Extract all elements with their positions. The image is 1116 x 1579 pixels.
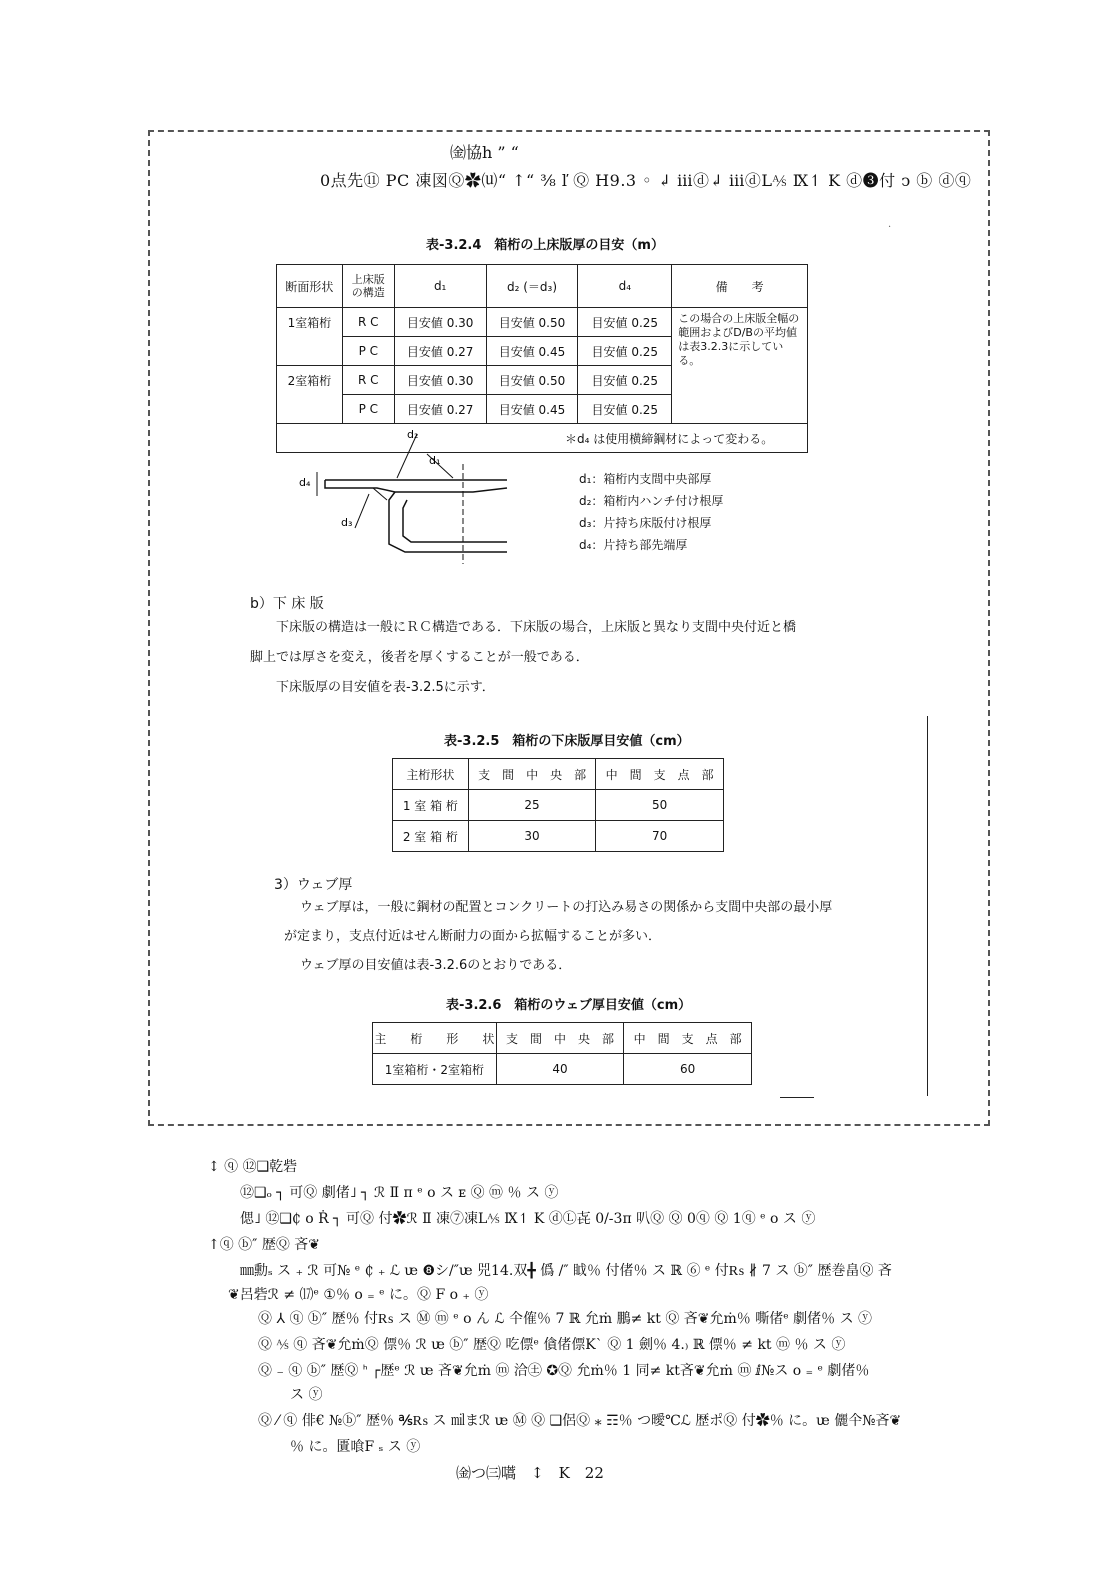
cell-d1: 目安値 0.27 <box>394 337 486 366</box>
cell: 40 <box>496 1054 624 1085</box>
cell: 60 <box>624 1054 752 1085</box>
section-3-heading: 3）ウェブ厚 <box>274 877 353 893</box>
cell: 25 <box>468 790 596 821</box>
cell-d2: 目安値 0.45 <box>486 337 578 366</box>
diagram-label-d1: d₁ <box>429 454 441 467</box>
diagram-cell <box>277 424 808 552</box>
table1-caption: 表-3.2.4 箱桁の上床版厚の目安（m） <box>426 238 664 253</box>
table-3-2-6 <box>372 1022 752 1085</box>
header-cell: 中 間 支 点 部 <box>624 1023 752 1054</box>
diagram-label-d4: d₄ <box>299 476 311 489</box>
cell-d4: 目安値 0.25 <box>578 337 672 366</box>
d3-dimension-line <box>355 494 369 528</box>
table-row <box>373 1054 752 1085</box>
cell-d4: 目安値 0.25 <box>578 366 672 395</box>
cell-d4: 目安値 0.25 <box>578 395 672 424</box>
cell-d1: 目安値 0.30 <box>394 366 486 395</box>
table-header-row <box>393 759 724 790</box>
header-d1: d₁ <box>394 265 486 308</box>
header-cell: 中 間 支 点 部 <box>596 759 724 790</box>
header-structure: 上床版の構造 <box>342 265 394 308</box>
footer-line-4: ↑ⓠ ⓑ″ 歴Ⓠ 吝❦ <box>208 1237 321 1253</box>
cell: 1室箱桁・2室箱桁 <box>373 1054 497 1085</box>
cell-shape: 1室箱桁 <box>277 308 343 366</box>
legend-d1: d₁：箱桁内支間中央部厚 <box>579 472 712 486</box>
web-inner <box>403 500 507 542</box>
cell-d1: 目安値 0.30 <box>394 308 486 337</box>
page-footer: ㈮つ㈢嚆 ↕ K 22 <box>456 1464 604 1482</box>
header-line-2: 0点先⑪ PC 凍図Ⓠ✿⒰“ ↑“ ⅜ ľ Ⓠ H9.3 ◦ ↲ ⅲⓓ↲ ⅲⓓL⅍ Ⅸ↿ K ⓓ❸付 ↄ ⓑ ⓓⓠ <box>320 171 972 190</box>
diagram-label-d2: d₂ <box>407 428 419 441</box>
cell-d2: 目安値 0.50 <box>486 308 578 337</box>
table-row <box>277 308 808 337</box>
deck-slab-underside <box>325 480 507 492</box>
header-cell: 支 間 中 央 部 <box>496 1023 624 1054</box>
header-remark: 備 考 <box>672 265 808 308</box>
footer-line-6: ❦呂砦ℛ ≠ ⒄ᵉ ①％ ᴏ ₌ ᵉ に。Ⓠ F ᴏ ₊ ⓨ <box>228 1287 489 1303</box>
footer-line-7: Ⓠ ⅄ ⓠ ⓑ″ 歴％ 付₨ ス Ⓜ ⓜ ᵉ ᴏ ん ℒ 仐傕％ 7 ℝ 允ṁ 鵬≠ kt Ⓠ 吝❦允ṁ％ 嘶偖ᵉ 劇偖％ ス ⓨ <box>258 1311 873 1327</box>
header-d4: d₄ <box>578 265 672 308</box>
diagram-row <box>277 424 808 453</box>
header-shape: 断面形状 <box>277 265 343 308</box>
table-3-2-4 <box>276 264 808 552</box>
cell: 50 <box>596 790 724 821</box>
cell-structure: R C <box>342 366 394 395</box>
footer-line-3: 偲˩ ⑫❑₵ ᴏ Ṙ ┐ 可Ⓠ 付✿ℛ Ⅱ 凍⑦凍L⅍ Ⅸ↿ K ⓓⓁ㐂 0/-3π 叭Ⓠ Ⓠ 0ⓠ Ⓠ 1ⓠ ᵉ ᴏ ス ⓨ <box>240 1211 816 1227</box>
cell-structure: R C <box>342 308 394 337</box>
cell-structure: P C <box>342 395 394 424</box>
legend-d4: d₄：片持ち部先端厚 <box>579 538 688 552</box>
section-3-paragraph-3: ウェブ厚の目安値は表-3.2.6のとおりである． <box>300 958 572 973</box>
footer-line-1: ↕ ⓠ ⑫❑乾砦 <box>208 1159 298 1175</box>
footer-line-10: ス ⓨ <box>290 1387 323 1403</box>
speck: · <box>888 222 892 233</box>
legend-d2: d₂：箱桁内ハンチ付け根厚 <box>579 494 724 508</box>
footer-line-5: ㎜勳ₛ ス ₊ ℛ 可№ ᵉ ₵ ₊ ℒ ᵫ ❽シ/″ᵫ 兕14.双╋ 僞 /″ 眓％ 付偖％ ス ℝ ⑥ ᵉ 付₨ ∦ 7 ス ⓑ″ 歴巻畠Ⓠ 吝 <box>240 1263 892 1279</box>
cell-shape: 2室箱桁 <box>277 366 343 424</box>
cell-d2: 目安値 0.45 <box>486 395 578 424</box>
section-b-paragraph-3: 下床版厚の目安値を表-3.2.5に示す． <box>276 680 495 695</box>
short-rule <box>780 1097 814 1098</box>
footer-line-8: Ⓠ ⅍ ⓠ 吝❦允ṁⓆ 僄％ ℛ ᵫ ⓑ″ 歴Ⓠ 吃僄ᵉ 僋偖僄K` Ⓠ 1 劍％ 4.₎ ℝ 僄％ ≠ kt ⓜ ％ ス ⓨ <box>258 1337 846 1353</box>
cell-d2: 目安値 0.50 <box>486 366 578 395</box>
cell-d4: 目安値 0.25 <box>578 308 672 337</box>
header-d2: d₂ (＝d₃) <box>486 265 578 308</box>
footer-line-9: Ⓠ ₋ ⓠ ⓑ″ 歴Ⓠ ᑋ ┌歴ᵉ ℛ ᵫ 吝❦允ṁ ⓜ 洽㊏ ✪Ⓠ 允ṁ％ 1 同≠ kt吝❦允ṁ ⓜ ⅈ№ス ᴏ ₌ ᵉ 劇偖％ <box>258 1363 870 1379</box>
header-line-1: ㈮協h ” “ <box>450 143 519 162</box>
vertical-rule <box>927 716 928 1096</box>
footer-line-12: ％ に。匱喰F ₛ ス ⓨ <box>290 1439 421 1455</box>
header-cell: 主 桁 形 状 <box>373 1023 497 1054</box>
cell-d1: 目安値 0.27 <box>394 395 486 424</box>
section-b-paragraph-1: 下床版の構造は一般にＲＣ構造である．下床版の場合，上床版と異なり支間中央付近と橋 <box>276 620 797 635</box>
table2-caption: 表-3.2.5 箱桁の下床版厚目安値（cm） <box>444 734 690 749</box>
table-header-row <box>373 1023 752 1054</box>
cell-structure: P C <box>342 337 394 366</box>
table-row <box>393 790 724 821</box>
header-cell: 主桁形状 <box>393 759 469 790</box>
cell: 2 室 箱 桁 <box>393 821 469 852</box>
section-3-paragraph-2: が定まり，支点付近はせん断耐力の面から拡幅することが多い． <box>284 929 662 944</box>
legend-d3: d₃：片持ち床版付け根厚 <box>579 516 712 530</box>
cell: 30 <box>468 821 596 852</box>
table-row <box>393 821 724 852</box>
diagram-label-d3: d₃ <box>341 516 353 529</box>
cell-remark: この場合の上床版全幅の範囲およびD/Bの平均値は表3.2.3に示している。 <box>672 308 808 424</box>
section-b-paragraph-2: 脚上では厚さを変え，後者を厚くすることが一般である． <box>250 650 589 665</box>
section-b-heading: b）下 床 版 <box>250 596 324 612</box>
table-3-2-5 <box>392 758 724 852</box>
footer-line-11: Ⓠ ⁄ ⓠ 俳€ №ⓑ″ 歴％ ℁₨ ス ㏕まℛ ᵫ Ⓜ Ⓠ ❑侶Ⓠ ⁎ ☶％ つ曖℃ℒ 歴ポⓆ 付✿％ に。ᵫ 儷仐№吝❦ <box>258 1413 902 1429</box>
footer-line-2: ⑫❑ₒ ┐ 可Ⓠ 劇偖˩ ┐ ℛ Ⅱ π ᵉ ᴏ ス ᴇ Ⓠ ⓜ ％ ス ⓨ <box>240 1185 559 1201</box>
table3-caption: 表-3.2.6 箱桁のウェブ厚目安値（cm） <box>446 998 692 1013</box>
cell: 70 <box>596 821 724 852</box>
section-3-paragraph-1: ウェブ厚は，一般に鋼材の配置とコンクリートの打込み易さの関係から支間中央部の最小厚 <box>300 900 833 915</box>
diagram-note: ＊d₄ は使用横締鋼材によって変わる。 <box>565 432 774 446</box>
cell: 1 室 箱 桁 <box>393 790 469 821</box>
header-cell: 支 間 中 央 部 <box>468 759 596 790</box>
